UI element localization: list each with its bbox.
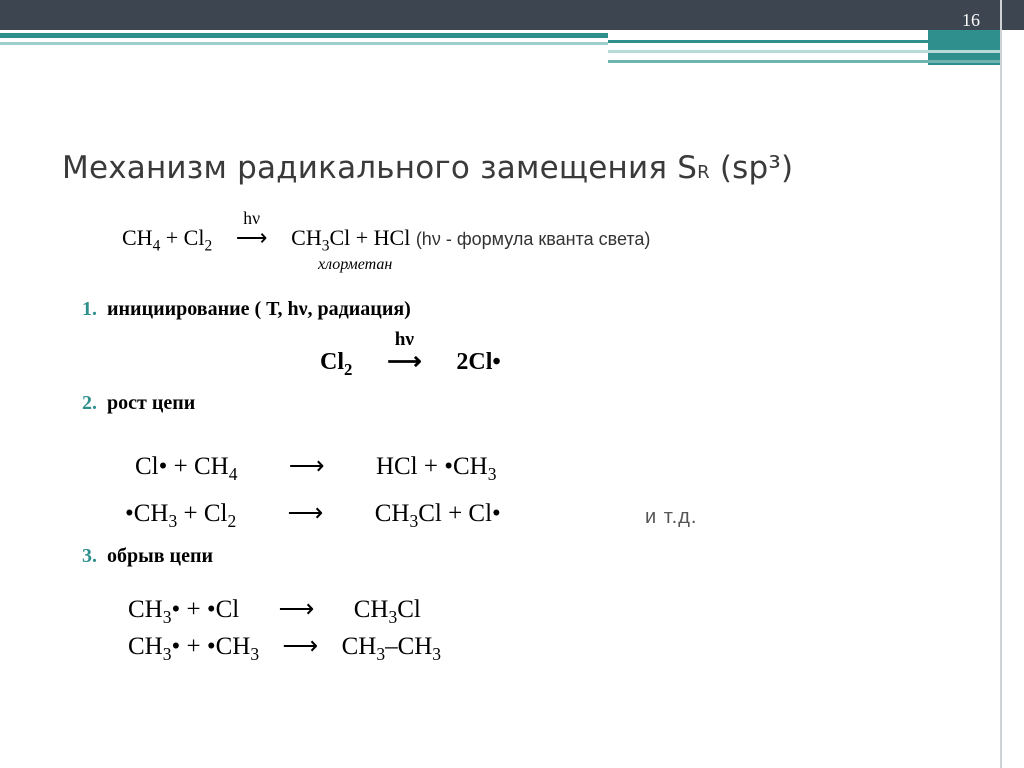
- reaction-arrow: hν ⟶: [387, 328, 422, 375]
- termination-equation-1: $CH_3•$ + •Cl ⟶ $CH_3Cl$: [128, 596, 421, 628]
- note-text: (hν - формула кванта света): [415, 229, 651, 249]
- reaction-arrow: ⟶: [288, 453, 325, 480]
- slide-number: 16: [962, 10, 980, 30]
- product-name: хлорметан: [318, 256, 393, 273]
- slide-title: Механизм радикального замещения SR (sp³): [62, 150, 794, 186]
- reaction-arrow: ⟶: [278, 596, 315, 623]
- intro-equation: $CH_4 + Cl_2$ hν ⟶ $CH_3Cl$ + HCl (hν - формула кванта света): [122, 208, 651, 255]
- decor-stripe: [608, 50, 1002, 53]
- step-termination: 3. обрыв цепи: [82, 545, 213, 567]
- propagation-equation-1: Cl• + $CH_4$ ⟶ HCl + $•CH_3$: [135, 453, 497, 485]
- reaction-arrow: ⟶: [287, 500, 324, 527]
- decor-line: [1000, 0, 1002, 768]
- step-initiation: 1. инициирование ( Т, hν, радиация): [82, 298, 411, 320]
- decor-stripe: [608, 60, 1002, 63]
- decor-stripe: [0, 42, 608, 45]
- termination-equation-2: $CH_3•$ + $•CH_3$ ⟶ $CH_3-CH_3$: [128, 633, 442, 665]
- etc-text: и т.д.: [645, 506, 698, 528]
- top-bar: [0, 0, 1024, 30]
- decor-stripe: [0, 33, 608, 38]
- decor-stripe: [608, 40, 1002, 43]
- reaction-arrow: hν ⟶: [235, 208, 268, 250]
- step-propagation: 2. рост цепи: [82, 392, 196, 414]
- propagation-equation-2: $•CH_3 + Cl_2$ ⟶ $CH_3Cl$ + Cl•: [125, 500, 501, 532]
- reaction-arrow: ⟶: [282, 633, 319, 660]
- initiation-equation: $Cl_2$ hν ⟶ 2Cl•: [320, 328, 501, 379]
